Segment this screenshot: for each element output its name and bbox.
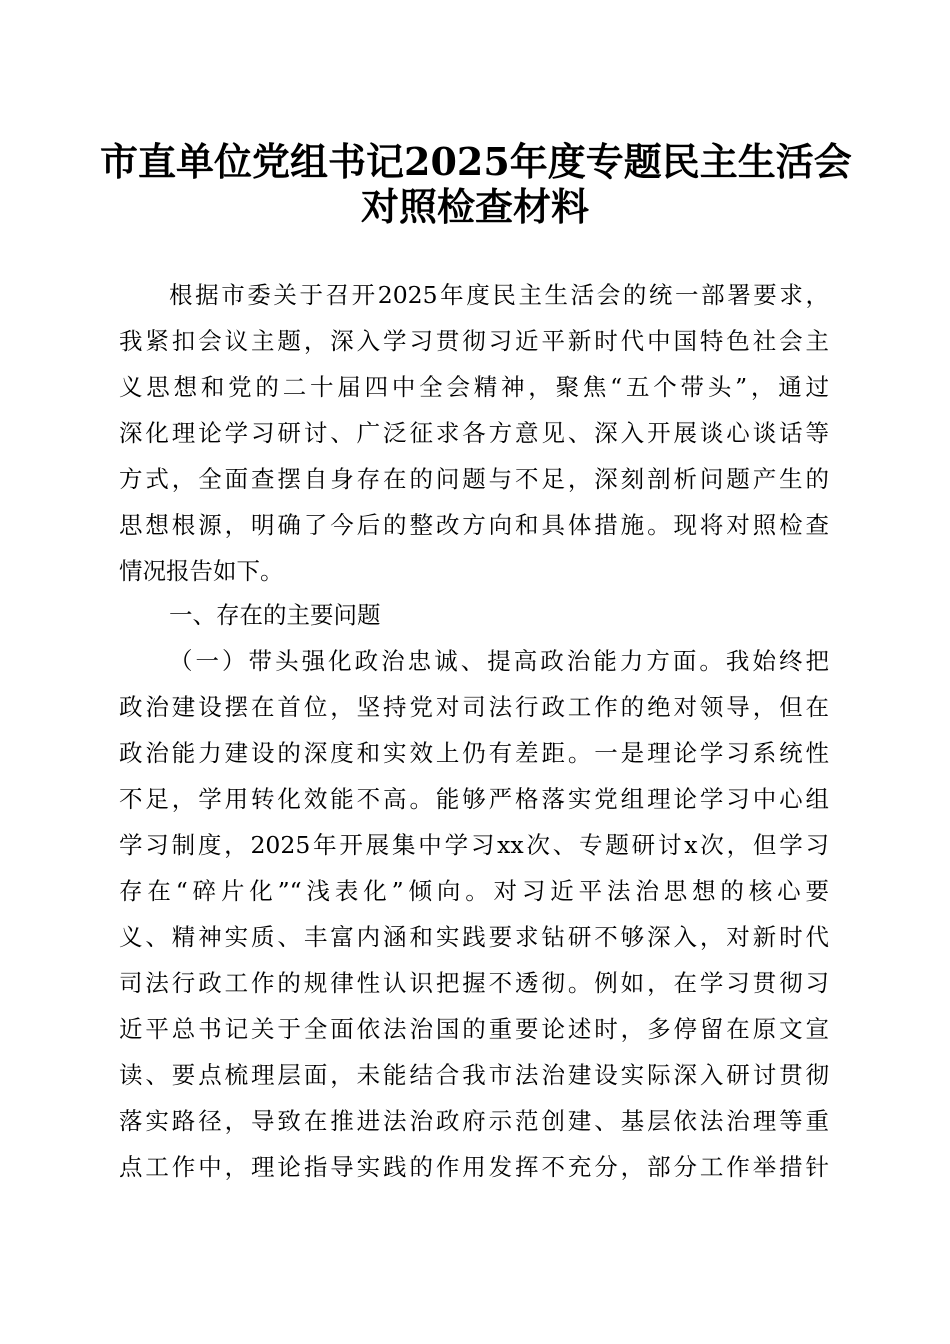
intro-line: 义思想和党的二十届四中全会精神，聚焦“五个带头”，通过 [119, 373, 829, 401]
section-line: 不足，学用转化效能不高。能够严格落实党组理论学习中心组 [119, 785, 829, 813]
section-line: （一）带头强化政治忠诚、提高政治能力方面。我始终把 [169, 647, 829, 675]
intro-line: 根据市委关于召开2025年度民主生活会的统一部署要求， [169, 281, 829, 309]
intro-line: 我紧扣会议主题，深入学习贯彻习近平新时代中国特色社会主 [119, 327, 829, 355]
section-line: 存在“碎片化”“浅表化”倾向。对习近平法治思想的核心要 [119, 877, 829, 905]
section-line: 点工作中，理论指导实践的作用发挥不充分，部分工作举措针 [119, 1153, 829, 1181]
intro-line: 思想根源，明确了今后的整改方向和具体措施。现将对照检查 [119, 511, 829, 539]
section-line: 读、要点梳理层面，未能结合我市法治建设实际深入研讨贯彻 [119, 1061, 829, 1089]
document-title-line-2: 对照检查材料 [360, 184, 589, 229]
intro-line: 情况报告如下。 [119, 557, 284, 585]
section-line: 政治建设摆在首位，坚持党对司法行政工作的绝对领导，但在 [119, 693, 829, 721]
section-line: 落实路径，导致在推进法治政府示范创建、基层依法治理等重 [119, 1107, 829, 1135]
section-line: 近平总书记关于全面依法治国的重要论述时，多停留在原文宣 [119, 1015, 829, 1043]
section-line: 义、精神实质、丰富内涵和实践要求钻研不够深入，对新时代 [119, 923, 829, 951]
intro-line: 深化理论学习研讨、广泛征求各方意见、深入开展谈心谈话等 [119, 419, 829, 447]
section-line: 学习制度，2025年开展集中学习xx次、专题研讨x次，但学习 [119, 831, 829, 859]
section-heading: 一、存在的主要问题 [169, 601, 381, 629]
document-title-line-1: 市直单位党组书记2025年度专题民主生活会 [100, 139, 852, 184]
intro-line: 方式，全面查摆自身存在的问题与不足，深刻剖析问题产生的 [119, 465, 829, 493]
section-line: 政治能力建设的深度和实效上仍有差距。一是理论学习系统性 [119, 739, 829, 767]
section-line: 司法行政工作的规律性认识把握不透彻。例如，在学习贯彻习 [119, 969, 829, 997]
